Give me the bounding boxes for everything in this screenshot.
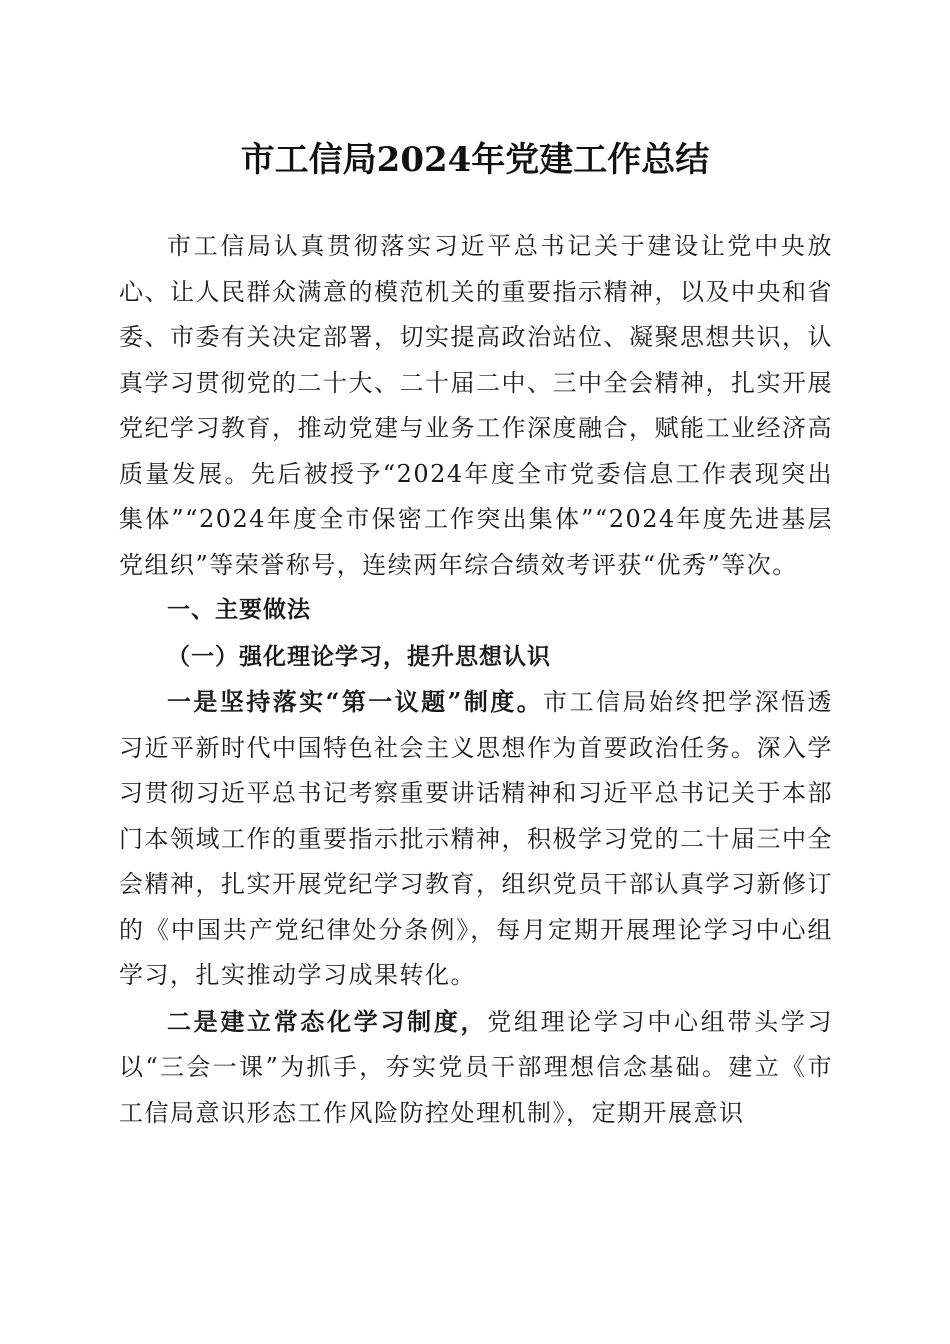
paragraph-text: 党组理论学习中心组带头学习以“三会一课”为抓手，夯实党员干部理想信念基础。建立《市工信局意识形态工作风险防控处理机制》，定期开展意识 <box>119 1007 833 1127</box>
paragraph-text: 市工信局始终把学深悟透习近平新时代中国特色社会主义思想作为首要政治任务。深入学习贯彻习近平总书记考察重要讲话精神和习近平总书记关于本部门本领域工作的重要指示批示精神，积极学习党的二十届三中全会精神，扎实开展党纪学习教育，组织党员干部认真学习新修订的《中国共产党纪律处分条例》，每月定期开展理论学习中心组学习，扎实推动学习成果转化。 <box>119 688 834 989</box>
intro-paragraph: 市工信局认真贯彻落实习近平总书记关于建设让党中央放心、让人民群众满意的模范机关的重要指示精神，以及中央和省委、市委有关决定部署，切实提高政治站位、凝聚思想共识，认真学习贯彻党的二十大、二十届二中、三中全会精神，扎实开展党纪学习教育，推动党建与业务工作深度融合，赋能工业经济高质量发展。先后被授予“2024年度全市党委信息工作表现突出集体”“2024年度全市保密工作突出集体”“2024年度先进基层党组织”等荣誉称号，连续两年综合绩效考评获“优秀”等次。 <box>119 232 833 579</box>
body-paragraph <box>119 999 833 1137</box>
section-heading: 一、主要做法 <box>167 597 311 623</box>
paragraph-lead: 二是建立常态化学习制度， <box>167 1006 488 1036</box>
paragraph-lead: 一是坚持落实“第一议题”制度。 <box>167 687 544 716</box>
body-paragraph <box>119 679 833 999</box>
document-title: 市工信局2024年党建工作总结 <box>240 140 710 180</box>
subsection-heading: （一）强化理论学习，提升思想认识 <box>167 642 551 670</box>
document-body <box>119 224 833 1136</box>
